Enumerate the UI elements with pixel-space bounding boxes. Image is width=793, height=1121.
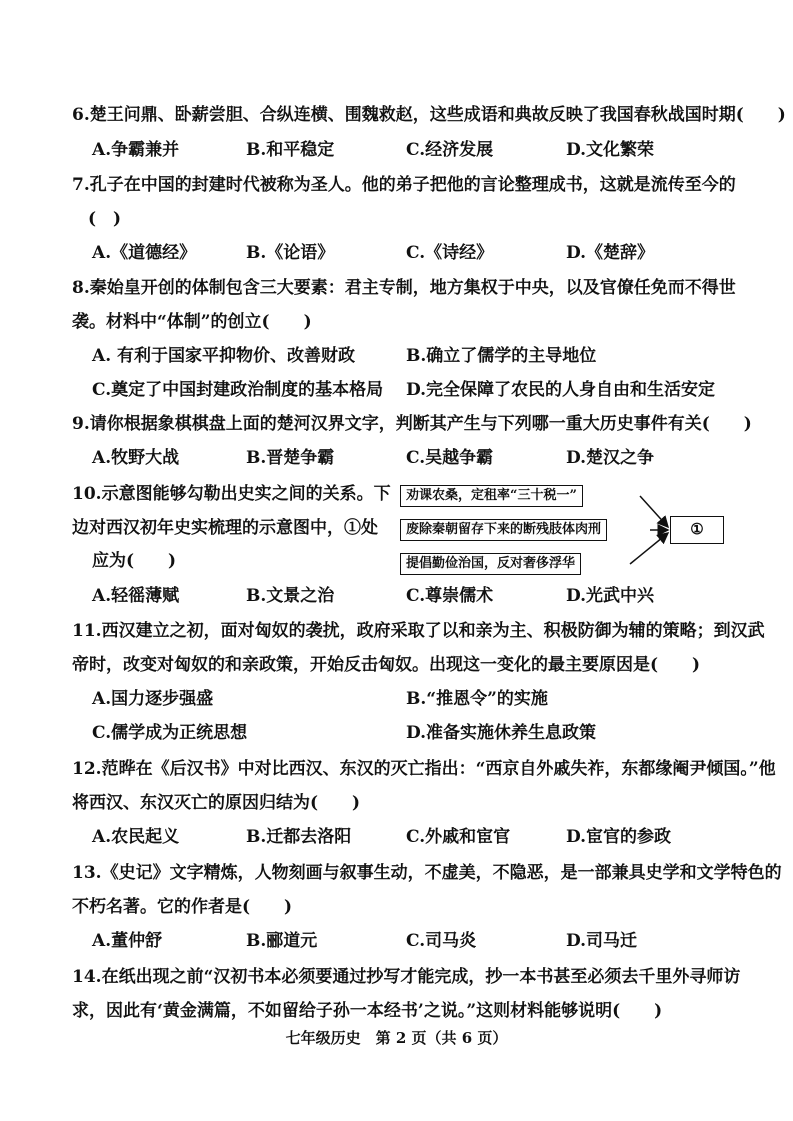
q9-option-d: D.楚汉之争: [566, 448, 655, 468]
q8-option-c: C.奠定了中国封建政治制度的基本格局: [92, 380, 384, 400]
question-10-line-3: 应为( ): [92, 551, 177, 571]
q7-option-c: C.《诗经》: [406, 243, 494, 263]
q9-option-b: B.晋楚争霸: [246, 448, 335, 468]
question-12-line-1: 12.范晔在《后汉书》中对比西汉、东汉的灭亡指出：“西京自外戚失祚，东都缘阉尹倾国。”他: [72, 759, 776, 779]
q6-option-a: A.争霸兼并: [92, 140, 180, 160]
q7-option-a: A.《道德经》: [92, 243, 197, 263]
q13-option-b: B.郦道元: [246, 931, 318, 951]
question-10-line-1: 10.示意图能够勾勒出史实之间的关系。下: [72, 484, 391, 504]
q6-option-b: B.和平稳定: [246, 140, 335, 160]
q6-option-d: D.文化繁荣: [566, 140, 655, 160]
question-14-line-2: 求，因此有‘黄金满篇，不如留给子孙一本经书’之说。”这则材料能够说明( ): [72, 1001, 663, 1021]
question-8-line-2: 袭。材料中“体制”的创立( ): [72, 312, 312, 332]
arrow-1: [640, 496, 668, 527]
history-diagram: [400, 483, 730, 578]
q12-option-b: B.迁都去洛阳: [246, 827, 352, 847]
question-13-line-2: 不朽名著。它的作者是( ): [72, 897, 293, 917]
q7-option-b: B.《论语》: [246, 243, 335, 263]
diagram-target-box: ①: [670, 516, 724, 544]
q8-option-a: A. 有利于国家平抑物价、改善财政: [92, 346, 356, 366]
question-10-line-2: 边对西汉初年史实梳理的示意图中，①处: [72, 518, 378, 538]
question-11-line-2: 帝时，改变对匈奴的和亲政策，开始反击匈奴。出现这一变化的最主要原因是( ): [72, 655, 701, 675]
page-footer: 七年级历史 第 2 页（共 6 页）: [285, 1029, 508, 1047]
q10-option-d: D.光武中兴: [566, 586, 655, 606]
q11-option-c: C.儒学成为正统思想: [92, 723, 248, 743]
q10-option-c: C.尊崇儒术: [406, 586, 494, 606]
q11-option-a: A.国力逐步强盛: [92, 689, 214, 709]
question-6-line-1: 6.楚王问鼎、卧薪尝胆、合纵连横、围魏救赵，这些成语和典故反映了我国春秋战国时期( ): [72, 105, 786, 125]
q13-option-a: A.董仲舒: [92, 931, 163, 951]
question-11-line-1: 11.西汉建立之初，面对匈奴的袭扰，政府采取了以和亲为主、积极防御为辅的策略；到汉武: [72, 621, 765, 641]
q6-option-c: C.经济发展: [406, 140, 494, 160]
q13-option-d: D.司马迁: [566, 931, 638, 951]
q7-option-d: D.《楚辞》: [566, 243, 655, 263]
q12-option-a: A.农民起义: [92, 827, 180, 847]
q9-option-c: C.吴越争霸: [406, 448, 494, 468]
q8-option-d: D.完全保障了农民的人身自由和生活安定: [406, 380, 716, 400]
q13-option-c: C.司马炎: [406, 931, 477, 951]
question-14-line-1: 14.在纸出现之前“汉初书本必须要通过抄写才能完成，抄一本书甚至必须去千里外寻师访: [72, 967, 741, 987]
q12-option-d: D.宦官的参政: [566, 827, 672, 847]
diagram-box-2: 废除秦朝留存下来的断残肢体肉刑: [400, 519, 607, 541]
question-8-line-1: 8.秦始皇开创的体制包含三大要素：君主专制，地方集权于中央，以及官僚任免而不得世: [72, 278, 736, 298]
q11-option-b: B.“推恩令”的实施: [406, 689, 548, 709]
question-9-line-1: 9.请你根据象棋棋盘上面的楚河汉界文字，判断其产生与下列哪一重大历史事件有关( ): [72, 414, 752, 434]
diagram-box-1: 劝课农桑，定租率“三十税一”: [400, 485, 583, 507]
q10-option-a: A.轻徭薄赋: [92, 586, 180, 606]
question-13-line-1: 13.《史记》文字精炼，人物刻画与叙事生动，不虚美，不隐恶，是一部兼具史学和文学特色的: [72, 863, 782, 883]
question-12-line-2: 将西汉、东汉灭亡的原因归结为( ): [72, 793, 361, 813]
q9-option-a: A.牧野大战: [92, 448, 180, 468]
arrow-3: [630, 533, 668, 564]
q12-option-c: C.外戚和宦官: [406, 827, 511, 847]
q10-option-b: B.文景之治: [246, 586, 335, 606]
diagram-box-3: 提倡勤俭治国，反对奢侈浮华: [400, 553, 581, 575]
q11-option-d: D.准备实施休养生息政策: [406, 723, 597, 743]
question-7-line-2: ( ): [88, 209, 122, 229]
q8-option-b: B.确立了儒学的主导地位: [406, 346, 597, 366]
question-7-line-1: 7.孔子在中国的封建时代被称为圣人。他的弟子把他的言论整理成书，这就是流传至今的: [72, 175, 736, 195]
